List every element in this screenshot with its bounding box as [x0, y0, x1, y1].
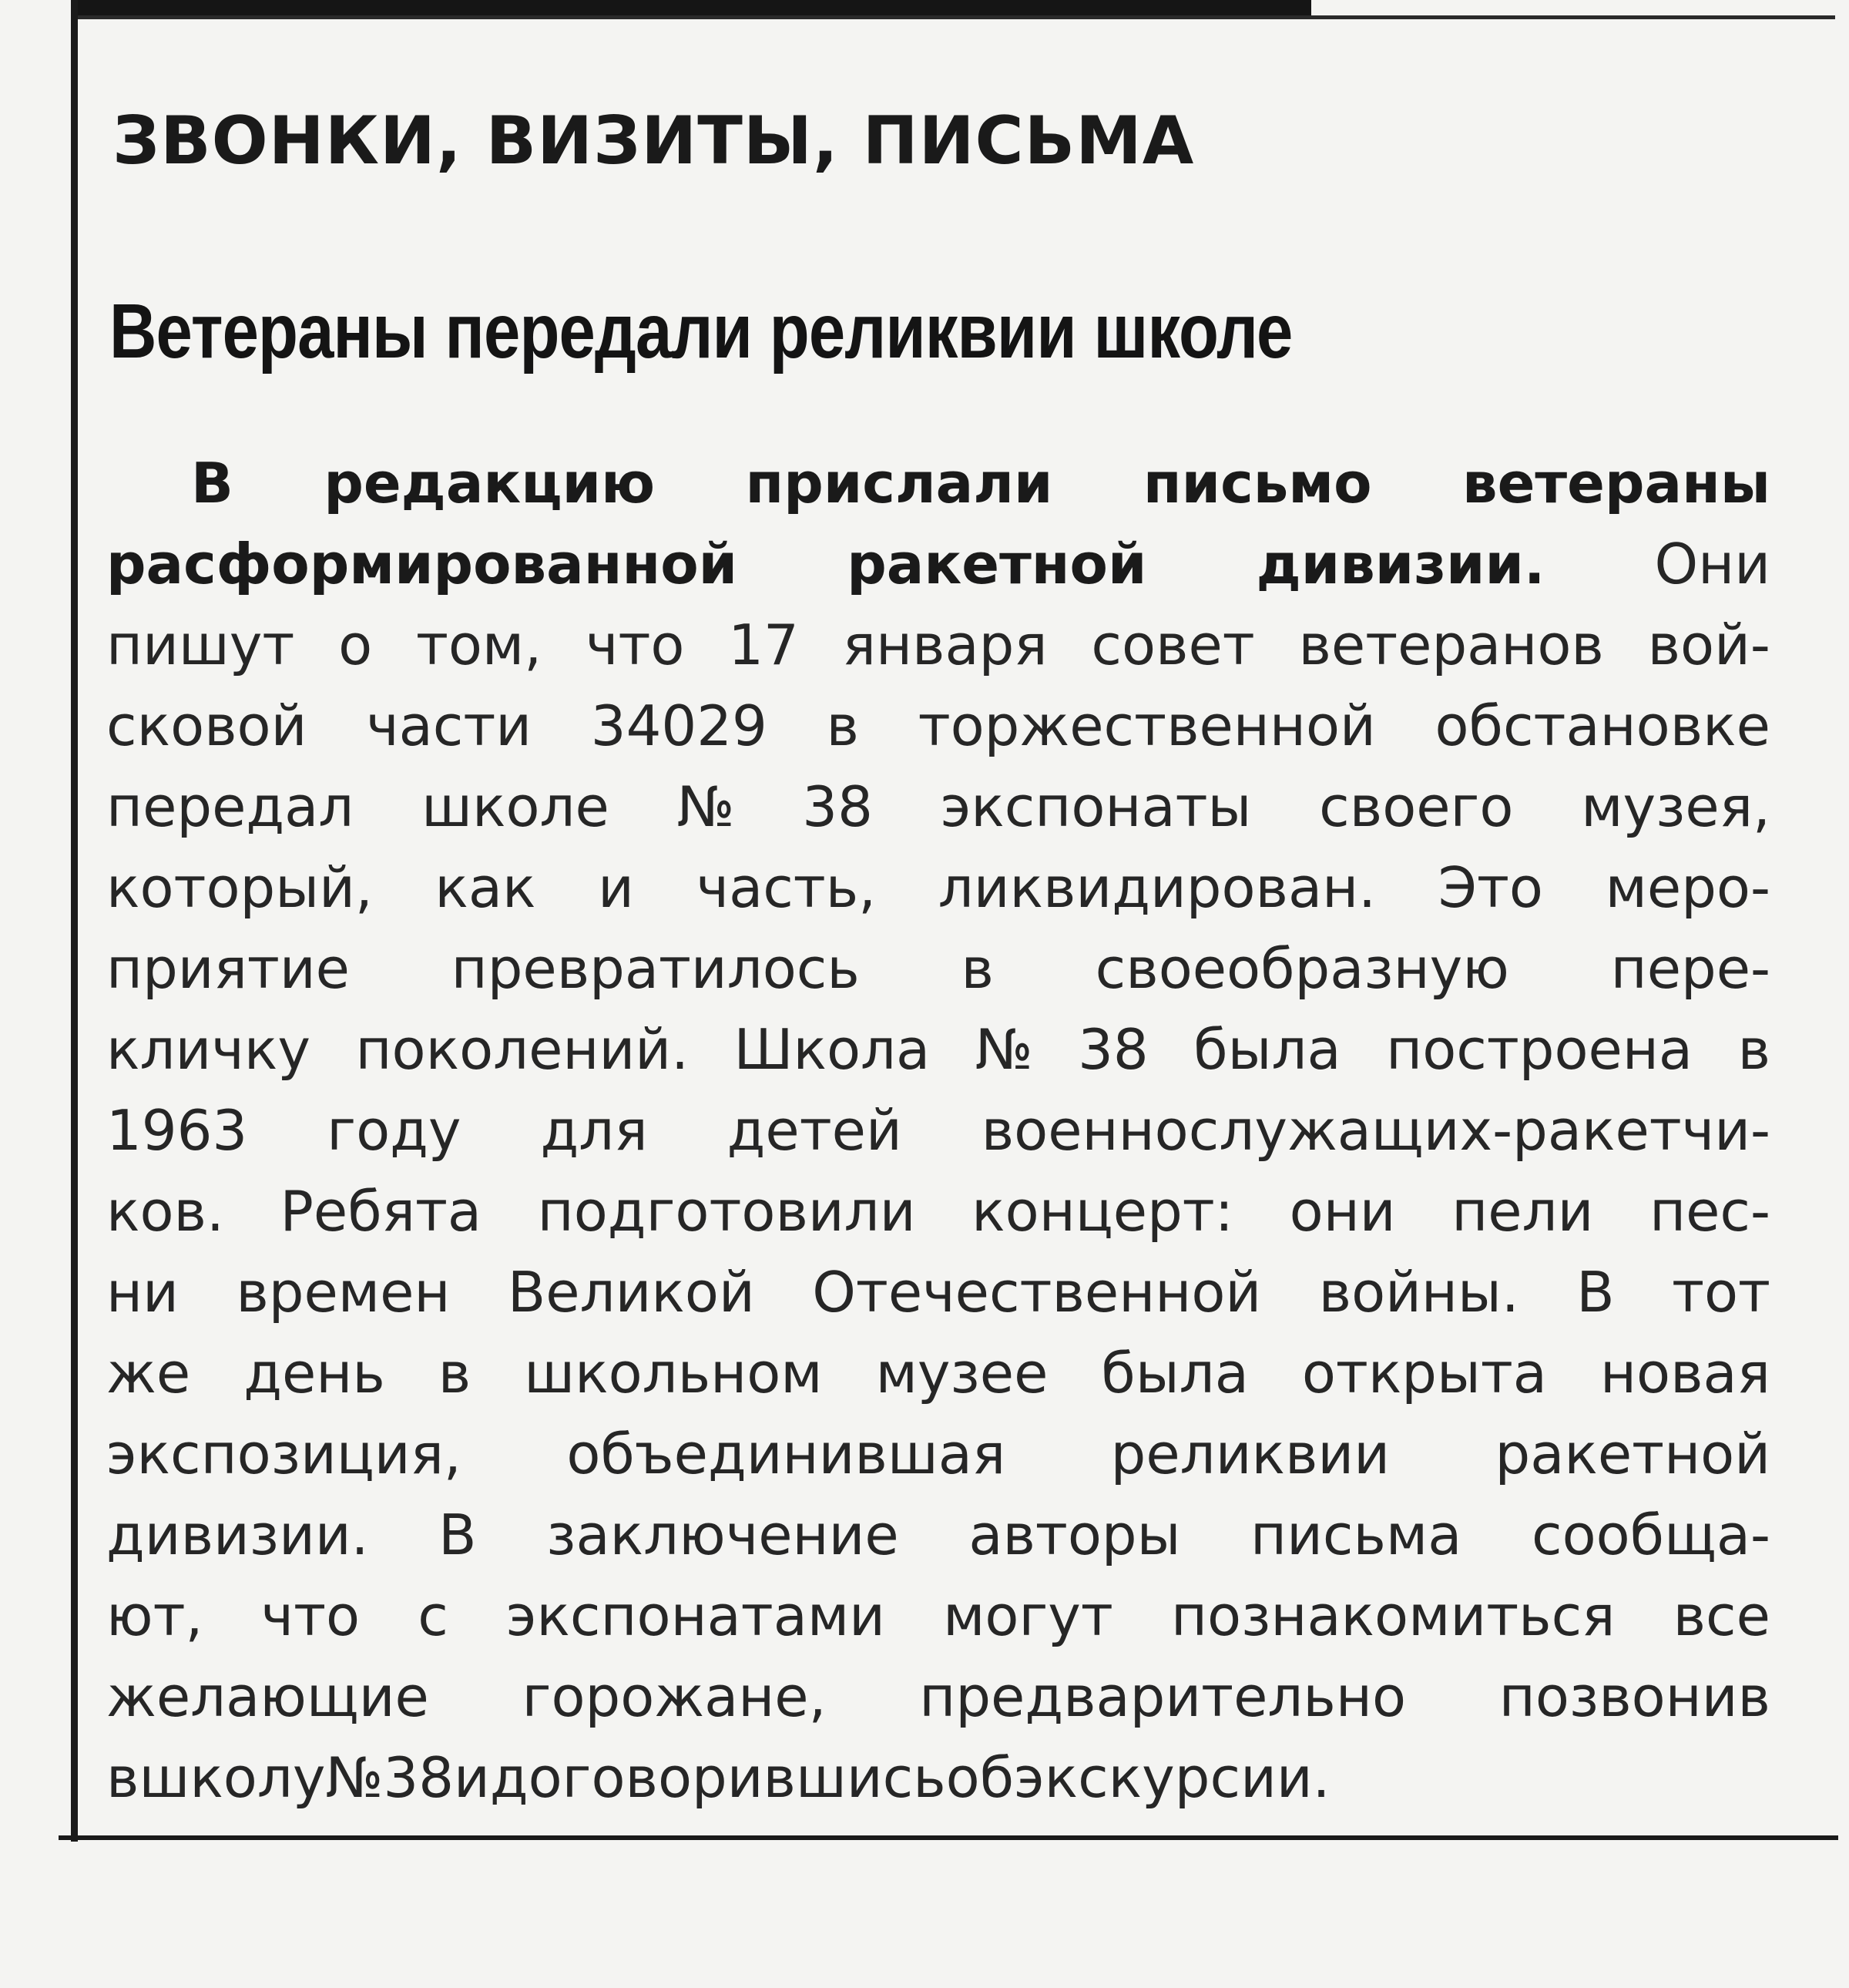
body-word: и [454, 1745, 490, 1810]
body-word: дивизии. [1256, 532, 1545, 596]
body-word: ют, [106, 1583, 203, 1648]
body-word: 17 [728, 613, 799, 677]
body-word: превратилось [451, 936, 860, 1001]
body-word: времен [236, 1260, 451, 1325]
bottom-border-rule [59, 1835, 1838, 1840]
body-word: в [438, 1341, 471, 1405]
body-line [106, 524, 1770, 605]
body-word: Ребята [280, 1179, 482, 1244]
body-word: году [327, 1098, 461, 1163]
body-line [106, 1738, 1770, 1818]
body-word: об [945, 1745, 1015, 1810]
body-word: пес- [1649, 1179, 1770, 1244]
body-word: договорившись [489, 1745, 946, 1810]
body-word: сообща- [1531, 1503, 1770, 1567]
body-word: прислали [745, 451, 1053, 515]
body-word: Великой [507, 1260, 755, 1325]
body-word: ветеранов [1298, 613, 1604, 677]
body-word: В [1576, 1260, 1615, 1325]
body-word: № [975, 1017, 1033, 1082]
body-word: редакцию [324, 451, 656, 515]
body-word: желающие [106, 1664, 429, 1729]
body-word: дивизии. [106, 1503, 369, 1567]
body-word: была [1101, 1341, 1249, 1405]
body-word: в [961, 936, 994, 1001]
body-line [106, 929, 1770, 1009]
body-line [106, 1252, 1770, 1333]
body-word: концерт: [971, 1179, 1233, 1244]
body-word: поколений. [355, 1017, 689, 1082]
body-word: школьном [524, 1341, 823, 1405]
left-border-rule [71, 0, 78, 1842]
body-word: школе [421, 774, 609, 839]
body-line [106, 1495, 1770, 1576]
body-word: построена [1386, 1017, 1693, 1082]
body-word: кличку [106, 1017, 310, 1082]
body-word: как [435, 855, 536, 920]
body-word: все [1673, 1583, 1770, 1648]
body-word: войны. [1318, 1260, 1519, 1325]
body-word: передал [106, 774, 354, 839]
body-word: реликвии [1110, 1422, 1390, 1486]
body-word: экскурсии. [1014, 1745, 1331, 1810]
body-line [106, 1009, 1770, 1090]
body-word: тот [1672, 1260, 1770, 1325]
body-word: в [106, 1745, 139, 1810]
body-word: пере- [1610, 936, 1770, 1001]
body-word: расформированной [106, 532, 738, 596]
body-word: ликвидирован. [938, 855, 1377, 920]
body-line [106, 443, 1770, 524]
body-word: в [1737, 1017, 1770, 1082]
body-word: № [676, 774, 735, 839]
body-word: января [842, 613, 1048, 677]
body-word: части [366, 693, 532, 758]
body-word: Они [1654, 532, 1770, 596]
body-word: 38 [1078, 1017, 1149, 1082]
body-word: они [1289, 1179, 1396, 1244]
body-word: позвонив [1498, 1664, 1770, 1729]
body-word: открыта [1301, 1341, 1547, 1405]
body-line [106, 1576, 1770, 1657]
body-word: день [243, 1341, 385, 1405]
body-line [106, 686, 1770, 767]
body-word: предварительно [919, 1664, 1406, 1729]
body-word: обстановке [1435, 693, 1770, 758]
body-line [106, 848, 1770, 929]
body-word: была [1193, 1017, 1341, 1082]
body-line [106, 1657, 1770, 1738]
body-line [106, 1333, 1770, 1414]
body-word: письма [1250, 1503, 1462, 1567]
body-word: подготовили [537, 1179, 916, 1244]
body-word: горожане, [522, 1664, 827, 1729]
body-word: для [540, 1098, 648, 1163]
body-line [106, 1090, 1770, 1171]
body-word: В [191, 451, 233, 515]
body-word: с [418, 1583, 448, 1648]
body-word: новая [1599, 1341, 1770, 1405]
body-word: В [438, 1503, 477, 1567]
body-word: вой- [1647, 613, 1770, 677]
body-word: и [598, 855, 634, 920]
body-word: сковой [106, 693, 307, 758]
body-word: же [106, 1341, 191, 1405]
body-word: совет [1091, 613, 1255, 677]
body-word: ракетной [1495, 1422, 1770, 1486]
body-word: музея, [1581, 774, 1770, 839]
body-word: экспонаты [940, 774, 1252, 839]
article-headline: Ветераны передали реликвии школе [109, 288, 1293, 374]
body-word: детей [727, 1098, 902, 1163]
body-word: 38 [802, 774, 873, 839]
body-word: военнослужащих-ракетчи- [981, 1098, 1770, 1163]
body-word: меро- [1605, 855, 1770, 920]
body-word: экспонатами [505, 1583, 885, 1648]
body-word: что [585, 613, 685, 677]
body-line [106, 767, 1770, 848]
body-word: школу [139, 1745, 326, 1810]
body-word: приятие [106, 936, 350, 1001]
body-word: познакомиться [1170, 1583, 1616, 1648]
body-word: часть, [696, 855, 877, 920]
body-word: ракетной [847, 532, 1147, 596]
body-word: объединившая [566, 1422, 1006, 1486]
section-rubric: ЗВОНКИ, ВИЗИТЫ, ПИСЬМА [112, 102, 1195, 180]
body-line [106, 605, 1770, 686]
body-word: пели [1451, 1179, 1594, 1244]
body-word: 38 [383, 1745, 455, 1810]
body-word: № [325, 1745, 384, 1810]
body-word: своеобразную [1095, 936, 1509, 1001]
body-word: письмо [1143, 451, 1372, 515]
body-word: заключение [546, 1503, 899, 1567]
body-word: что [260, 1583, 361, 1648]
body-word: авторы [968, 1503, 1181, 1567]
article-clipping [106, 0, 1770, 1834]
body-word: своего [1319, 774, 1514, 839]
body-word: ветераны [1462, 451, 1770, 515]
body-line [106, 1171, 1770, 1252]
body-word: том, [415, 613, 542, 677]
body-word: 34029 [590, 693, 767, 758]
body-word: о [338, 613, 373, 677]
body-word: который, [106, 855, 373, 920]
body-word: ков. [106, 1179, 224, 1244]
body-word: в [826, 693, 859, 758]
article-body [106, 443, 1770, 1818]
body-word: пишут [106, 613, 295, 677]
body-word: 1963 [106, 1098, 248, 1163]
body-word: торжественной [918, 693, 1376, 758]
body-word: ни [106, 1260, 179, 1325]
body-word: могут [943, 1583, 1113, 1648]
body-word: Это [1438, 855, 1543, 920]
body-word: экспозиция, [106, 1422, 461, 1486]
body-word: музее [875, 1341, 1049, 1405]
body-word: Школа [733, 1017, 931, 1082]
body-line [106, 1414, 1770, 1495]
body-word: Отечественной [812, 1260, 1262, 1325]
